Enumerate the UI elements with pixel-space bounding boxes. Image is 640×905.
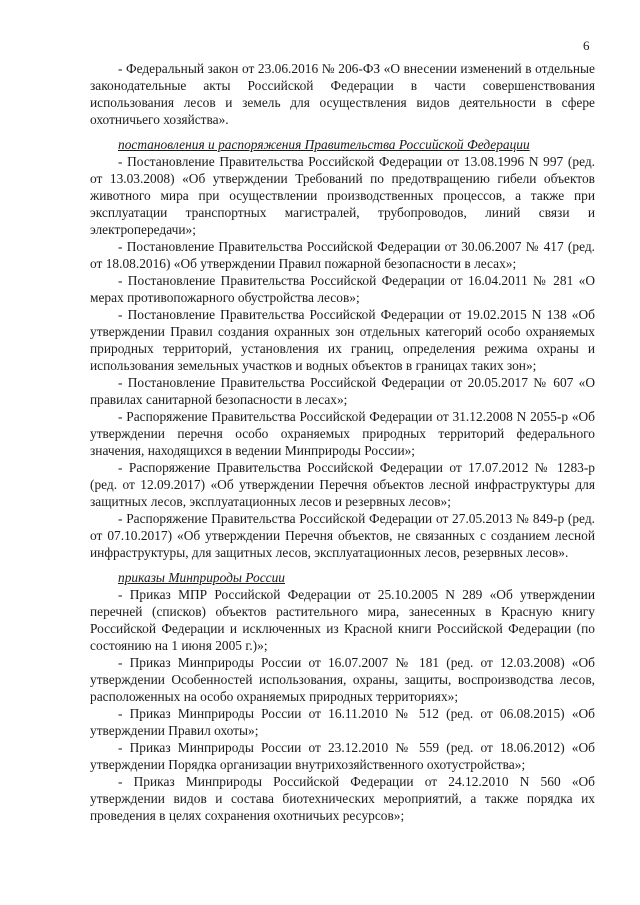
list-item: - Постановление Правительства Российской Федерации от 19.02.2015 N 138 «Об утверждении Правил создания охранных зон отдельных категорий особо охраняемых природных территорий, установления их границ, определения режима охраны и использования земельных участков и водных объектов в границах таких зон»; xyxy=(90,307,595,373)
list-item: - Приказ Минприроды Российской Федерации от 24.12.2010 N 560 «Об утверждении видов и состава биотехнических мероприятий, а также порядка их проведения в целях сохранения охотничьих ресурсов»; xyxy=(90,774,595,823)
list-item: - Постановление Правительства Российской Федерации от 16.04.2011 № 281 «О мерах противопожарного обустройства лесов»; xyxy=(90,273,595,305)
list-item: - Приказ МПР Российской Федерации от 25.10.2005 N 289 «Об утверждении перечней (списков) объектов растительного мира, занесенных в Красную книгу Российской Федерации и исключенных из Красной книги Российской Федерации (по состоянию на 1 июня 2005 г.)»; xyxy=(90,587,595,653)
section-heading-government: постановления и распоряжения Правительства Российской Федерации xyxy=(118,137,530,152)
list-item: - Постановление Правительства Российской Федерации от 13.08.1996 N 997 (ред. от 13.03.2008) «Об утверждении Требований по предотвращению гибели объектов животного мира при осуществлении производственных процессов, а также при эксплуатации транспортных магистралей, трубопроводов, линий связи и электропередачи»; xyxy=(90,154,595,237)
section-heading-ministry: приказы Минприроды России xyxy=(118,570,286,585)
page-number: 6 xyxy=(583,38,590,53)
list-item: - Распоряжение Правительства Российской Федерации от 17.07.2012 № 1283-р (ред. от 12.09.2017) «Об утверждении Перечня объектов лесной инфраструктуры для защитных лесов, эксплуатационных лесов и резервных лесов»; xyxy=(90,460,595,509)
list-item: - Приказ Минприроды России от 23.12.2010 № 559 (ред. от 18.06.2012) «Об утверждении Порядка организации внутрихозяйственного охотустройства»; xyxy=(90,740,595,772)
list-item: - Приказ Минприроды России от 16.07.2007 № 181 (ред. от 12.03.2008) «Об утверждении Особенностей использования, охраны, защиты, воспроизводства лесов, расположенных на особо охраняемых природных территориях»; xyxy=(90,655,595,704)
list-item: - Распоряжение Правительства Российской Федерации от 27.05.2013 № 849-р (ред. от 07.10.2017) «Об утверждении Перечня объектов, не связанных с созданием лесной инфраструктуры, для защитных лесов, эксплуатационных лесов, резервных лесов». xyxy=(90,511,595,560)
list-item: - Постановление Правительства Российской Федерации от 30.06.2007 № 417 (ред. от 18.08.2016) «Об утверждении Правил пожарной безопасности в лесах»; xyxy=(90,239,595,271)
paragraph-federal-law: - Федеральный закон от 23.06.2016 № 206-ФЗ «О внесении изменений в отдельные законодательные акты Российской Федерации в части совершенствования использования лесов и земель для осуществления видов деятельности в сфере охотничьего хозяйства». xyxy=(90,61,595,127)
list-item: - Постановление Правительства Российской Федерации от 20.05.2017 № 607 «О правилах санитарной безопасности в лесах»; xyxy=(90,375,595,407)
list-item: - Распоряжение Правительства Российской Федерации от 31.12.2008 N 2055-р «Об утверждении перечня особо охраняемых природных территорий федерального значения, находящихся в ведении Минприроды России»; xyxy=(90,409,595,458)
list-item: - Приказ Минприроды России от 16.11.2010 № 512 (ред. от 06.08.2015) «Об утверждении Правил охоты»; xyxy=(90,706,595,738)
document-body xyxy=(90,60,595,824)
